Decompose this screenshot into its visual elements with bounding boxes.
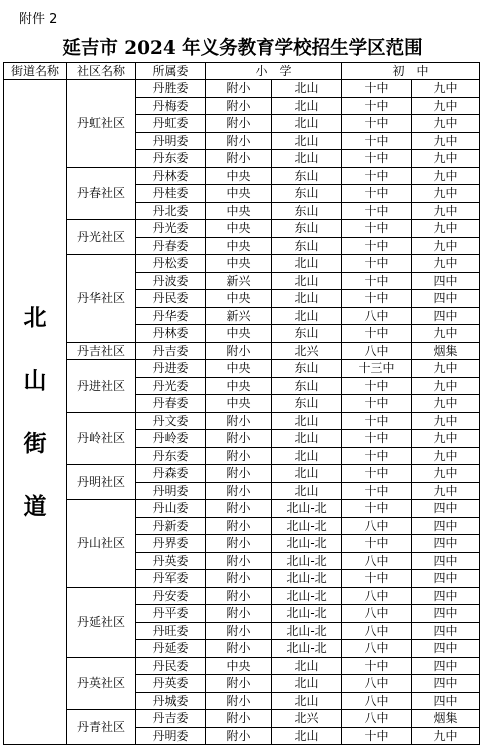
community-name-cell: 丹虹社区 [67,80,136,168]
junior-district-cell: 四中 [412,587,480,605]
header-junior-school: 初 中 [342,63,480,80]
street-name-char: 北 [23,304,47,331]
junior-school-cell: 八中 [342,587,412,605]
community-name-cell: 丹华社区 [67,255,136,343]
table-row [4,342,480,360]
primary-school-cell: 附小 [206,640,272,658]
junior-district-cell: 四中 [412,570,480,588]
junior-district-cell: 烟集 [412,710,480,728]
primary-school-cell: 附小 [206,97,272,115]
primary-district-cell: 北山-北 [272,517,342,535]
primary-school-cell: 新兴 [206,307,272,325]
table-row [4,80,480,98]
committee-cell: 丹延委 [136,640,206,658]
junior-district-cell: 四中 [412,517,480,535]
primary-district-cell: 北兴 [272,710,342,728]
primary-school-cell: 中央 [206,202,272,220]
primary-district-cell: 北山-北 [272,570,342,588]
table-header [4,63,480,80]
primary-school-cell: 中央 [206,360,272,378]
junior-school-cell: 十中 [342,272,412,290]
junior-school-cell: 十中 [342,500,412,518]
primary-district-cell: 北山-北 [272,500,342,518]
junior-school-cell: 十中 [342,115,412,133]
junior-school-cell: 十三中 [342,360,412,378]
committee-cell: 丹城委 [136,692,206,710]
junior-district-cell: 九中 [412,237,480,255]
committee-cell: 丹民委 [136,290,206,308]
primary-district-cell: 东山 [272,395,342,413]
junior-district-cell: 九中 [412,430,480,448]
primary-school-cell: 附小 [206,412,272,430]
primary-school-cell: 中央 [206,167,272,185]
street-name-cell [4,80,67,745]
junior-school-cell: 十中 [342,132,412,150]
header-primary-school: 小 学 [206,63,342,80]
primary-district-cell: 东山 [272,167,342,185]
primary-school-cell: 中央 [206,325,272,343]
table-row [4,167,480,185]
committee-cell: 丹旺委 [136,622,206,640]
committee-cell: 丹平委 [136,605,206,623]
junior-district-cell: 九中 [412,80,480,98]
committee-cell: 丹林委 [136,167,206,185]
committee-cell: 丹春委 [136,395,206,413]
junior-district-cell: 九中 [412,97,480,115]
committee-cell: 丹新委 [136,517,206,535]
primary-district-cell: 北山-北 [272,552,342,570]
primary-district-cell: 北山 [272,675,342,693]
committee-cell: 丹明委 [136,482,206,500]
primary-district-cell: 北山-北 [272,640,342,658]
junior-district-cell: 九中 [412,115,480,133]
junior-school-cell: 十中 [342,570,412,588]
primary-school-cell: 附小 [206,570,272,588]
primary-district-cell: 东山 [272,202,342,220]
committee-cell: 丹明委 [136,727,206,745]
committee-cell: 丹华委 [136,307,206,325]
junior-district-cell: 九中 [412,185,480,203]
junior-district-cell: 九中 [412,150,480,168]
junior-district-cell: 九中 [412,220,480,238]
primary-school-cell: 中央 [206,377,272,395]
primary-district-cell: 北山-北 [272,587,342,605]
primary-district-cell: 东山 [272,220,342,238]
street-name-char: 道 [23,493,47,520]
primary-school-cell: 附小 [206,465,272,483]
junior-school-cell: 八中 [342,675,412,693]
primary-district-cell: 北山 [272,465,342,483]
junior-school-cell: 十中 [342,220,412,238]
primary-school-cell: 新兴 [206,272,272,290]
junior-school-cell: 十中 [342,80,412,98]
junior-school-cell: 八中 [342,605,412,623]
community-name-cell: 丹春社区 [67,167,136,220]
table-row [4,360,480,378]
attachment-label: 附件 2 [19,12,58,27]
table-row [4,500,480,518]
primary-district-cell: 北山 [272,290,342,308]
primary-district-cell: 北山 [272,447,342,465]
primary-district-cell: 北山-北 [272,535,342,553]
header-community: 社区名称 [67,63,136,80]
junior-district-cell: 九中 [412,255,480,273]
junior-district-cell: 九中 [412,377,480,395]
primary-school-cell: 附小 [206,622,272,640]
committee-cell: 丹东委 [136,150,206,168]
junior-district-cell: 四中 [412,500,480,518]
primary-school-cell: 中央 [206,185,272,203]
committee-cell: 丹吉委 [136,342,206,360]
junior-school-cell: 八中 [342,342,412,360]
junior-school-cell: 八中 [342,640,412,658]
junior-school-cell: 十中 [342,167,412,185]
junior-district-cell: 四中 [412,692,480,710]
primary-school-cell: 附小 [206,517,272,535]
table-row [4,657,480,675]
junior-school-cell: 十中 [342,185,412,203]
junior-school-cell: 十中 [342,482,412,500]
primary-school-cell: 附小 [206,710,272,728]
primary-school-cell: 附小 [206,430,272,448]
community-name-cell: 丹岭社区 [67,412,136,465]
primary-district-cell: 东山 [272,377,342,395]
primary-district-cell: 北山 [272,727,342,745]
primary-school-cell: 附小 [206,500,272,518]
committee-cell: 丹文委 [136,412,206,430]
primary-district-cell: 北山 [272,482,342,500]
committee-cell: 丹光委 [136,220,206,238]
committee-cell: 丹波委 [136,272,206,290]
primary-school-cell: 中央 [206,237,272,255]
primary-school-cell: 附小 [206,80,272,98]
junior-district-cell: 九中 [412,447,480,465]
school-district-table [3,62,480,745]
junior-district-cell: 四中 [412,675,480,693]
table-row [4,220,480,238]
junior-school-cell: 八中 [342,552,412,570]
junior-school-cell: 十中 [342,430,412,448]
junior-district-cell: 九中 [412,202,480,220]
primary-school-cell: 附小 [206,482,272,500]
junior-district-cell: 九中 [412,167,480,185]
primary-school-cell: 中央 [206,255,272,273]
committee-cell: 丹光委 [136,377,206,395]
committee-cell: 丹民委 [136,657,206,675]
primary-district-cell: 北山 [272,80,342,98]
primary-school-cell: 附小 [206,692,272,710]
primary-school-cell: 中央 [206,290,272,308]
committee-cell: 丹梅委 [136,97,206,115]
committee-cell: 丹吉委 [136,710,206,728]
primary-district-cell: 北山 [272,272,342,290]
junior-district-cell: 四中 [412,535,480,553]
junior-school-cell: 八中 [342,307,412,325]
junior-school-cell: 十中 [342,325,412,343]
junior-school-cell: 八中 [342,622,412,640]
primary-school-cell: 中央 [206,395,272,413]
header-committee: 所属委 [136,63,206,80]
junior-district-cell: 四中 [412,622,480,640]
table-row [4,412,480,430]
committee-cell: 丹界委 [136,535,206,553]
junior-district-cell: 九中 [412,325,480,343]
primary-district-cell: 北山 [272,115,342,133]
primary-district-cell: 东山 [272,185,342,203]
primary-district-cell: 北山 [272,412,342,430]
primary-school-cell: 附小 [206,447,272,465]
committee-cell: 丹岭委 [136,430,206,448]
junior-school-cell: 十中 [342,255,412,273]
street-name-char: 街 [23,430,47,457]
table-body [4,80,480,745]
junior-district-cell: 九中 [412,360,480,378]
committee-cell: 丹松委 [136,255,206,273]
primary-school-cell: 附小 [206,587,272,605]
junior-school-cell: 十中 [342,377,412,395]
junior-school-cell: 十中 [342,657,412,675]
primary-school-cell: 附小 [206,150,272,168]
primary-school-cell: 中央 [206,657,272,675]
junior-district-cell: 四中 [412,605,480,623]
junior-school-cell: 十中 [342,727,412,745]
junior-district-cell: 四中 [412,307,480,325]
committee-cell: 丹山委 [136,500,206,518]
junior-district-cell: 四中 [412,657,480,675]
junior-school-cell: 八中 [342,710,412,728]
table-row [4,465,480,483]
primary-school-cell: 附小 [206,342,272,360]
primary-school-cell: 附小 [206,115,272,133]
primary-district-cell: 北山 [272,255,342,273]
primary-school-cell: 附小 [206,727,272,745]
junior-district-cell: 九中 [412,727,480,745]
committee-cell: 丹军委 [136,570,206,588]
primary-district-cell: 北山 [272,657,342,675]
junior-district-cell: 九中 [412,395,480,413]
primary-district-cell: 北山-北 [272,605,342,623]
committee-cell: 丹英委 [136,675,206,693]
junior-district-cell: 九中 [412,482,480,500]
committee-cell: 丹安委 [136,587,206,605]
junior-school-cell: 十中 [342,237,412,255]
committee-cell: 丹胜委 [136,80,206,98]
primary-district-cell: 东山 [272,325,342,343]
street-name-char: 山 [23,367,47,394]
junior-district-cell: 烟集 [412,342,480,360]
committee-cell: 丹东委 [136,447,206,465]
junior-school-cell: 十中 [342,535,412,553]
primary-district-cell: 北山 [272,692,342,710]
primary-district-cell: 北山 [272,430,342,448]
committee-cell: 丹春委 [136,237,206,255]
table-row [4,587,480,605]
committee-cell: 丹明委 [136,132,206,150]
junior-school-cell: 八中 [342,517,412,535]
junior-district-cell: 四中 [412,272,480,290]
primary-district-cell: 北山 [272,150,342,168]
primary-district-cell: 东山 [272,360,342,378]
primary-school-cell: 附小 [206,132,272,150]
junior-school-cell: 十中 [342,465,412,483]
committee-cell: 丹森委 [136,465,206,483]
community-name-cell: 丹英社区 [67,657,136,710]
junior-district-cell: 四中 [412,552,480,570]
committee-cell: 丹虹委 [136,115,206,133]
community-name-cell: 丹延社区 [67,587,136,657]
header-street: 街道名称 [4,63,67,80]
committee-cell: 丹林委 [136,325,206,343]
table-row [4,255,480,273]
committee-cell: 丹进委 [136,360,206,378]
junior-district-cell: 九中 [412,465,480,483]
page-title: 延吉市 2024 年义务教育学校招生学区范围 [62,38,423,59]
primary-school-cell: 附小 [206,675,272,693]
junior-school-cell: 十中 [342,202,412,220]
primary-district-cell: 北山 [272,132,342,150]
primary-school-cell: 中央 [206,220,272,238]
community-name-cell: 丹山社区 [67,500,136,588]
community-name-cell: 丹进社区 [67,360,136,413]
primary-school-cell: 附小 [206,552,272,570]
community-name-cell: 丹青社区 [67,710,136,745]
community-name-cell: 丹明社区 [67,465,136,500]
junior-school-cell: 十中 [342,97,412,115]
committee-cell: 丹北委 [136,202,206,220]
junior-district-cell: 九中 [412,412,480,430]
committee-cell: 丹桂委 [136,185,206,203]
community-name-cell: 丹吉社区 [67,342,136,360]
junior-district-cell: 四中 [412,640,480,658]
primary-school-cell: 附小 [206,605,272,623]
junior-school-cell: 十中 [342,412,412,430]
junior-district-cell: 四中 [412,290,480,308]
primary-district-cell: 北兴 [272,342,342,360]
junior-school-cell: 十中 [342,290,412,308]
junior-school-cell: 十中 [342,395,412,413]
junior-school-cell: 十中 [342,150,412,168]
community-name-cell: 丹光社区 [67,220,136,255]
primary-school-cell: 附小 [206,535,272,553]
junior-school-cell: 八中 [342,692,412,710]
committee-cell: 丹英委 [136,552,206,570]
primary-district-cell: 北山 [272,307,342,325]
primary-district-cell: 北山-北 [272,622,342,640]
primary-district-cell: 北山 [272,97,342,115]
table-row [4,710,480,728]
primary-district-cell: 东山 [272,237,342,255]
junior-school-cell: 十中 [342,447,412,465]
junior-district-cell: 九中 [412,132,480,150]
